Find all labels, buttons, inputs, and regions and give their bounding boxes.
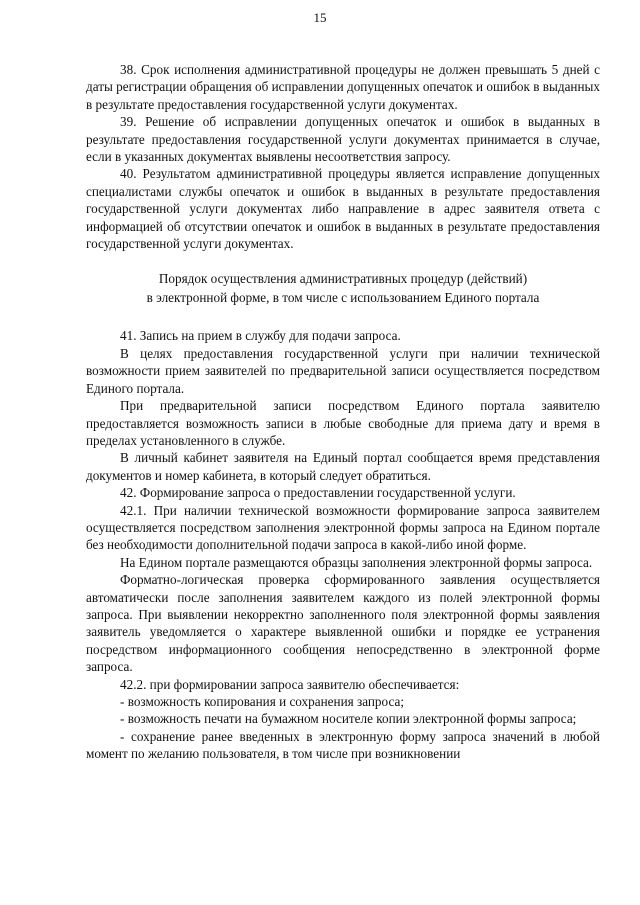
- paragraph-42-2: 42.2. при формировании запроса заявителю обеспечивается:: [120, 676, 460, 692]
- paragraph-39: 39. Решение об исправлении допущенных опечаток и ошибок в выданных в результате предоставления государственной услуги документах принимается в случае, если в указанных документах выявлены несоответствия запросу.: [86, 114, 600, 165]
- document-body: [86, 61, 600, 763]
- paragraph-38: 38. Срок исполнения административной процедуры не должен превышать 5 дней с даты регистрации обращения об исправлении допущенных опечаток и ошибок в выданных в результате предоставления государственной услуги документах.: [86, 62, 600, 112]
- list-item-copy-save: - возможность копирования и сохранения запроса;: [120, 694, 404, 709]
- list-item-save-values: - сохранение ранее введенных в электронную форму запроса значений в любой момент по желанию пользователя, в том числе при возникновении: [86, 728, 600, 762]
- page-number: 15: [313, 10, 327, 25]
- paragraph-41-preliminary-record: В целях предоставления государственной услуги при наличии технической возможности прием заявителей по предварительной записи осуществляется посредством Единого портала.: [86, 345, 600, 396]
- paragraph-41: 41. Запись на прием в службу для подачи запроса.: [120, 328, 401, 344]
- paragraph-41-record-options: При предварительной записи посредством Единого портала заявителю предоставляется возможность записи в любые свободные для приема дату и время в пределах установленного в службе.: [86, 398, 600, 448]
- section-heading-line-1: Порядок осуществления административных процедур (действий): [158, 271, 528, 287]
- paragraph-42-1-validation: Форматно-логическая проверка сформированного заявления осуществляется автоматически после заполнения заявителем каждого из полей электронной формы запроса. При выявлении некорректно заполненного поля электронной формы заявления заявитель уведомляется о характере выявленной ошибки и порядке ее устранения посредством информационного сообщения непосредственно в электронной форме запроса.: [86, 572, 600, 675]
- list-item-print: - возможность печати на бумажном носителе копии электронной формы запроса;: [120, 711, 577, 727]
- paragraph-42-1: 42.1. При наличии технической возможности формирование запроса заявителем осуществляется посредством заполнения электронной формы запроса на Едином портале без необходимости дополнительной подачи запроса в какой-либо иной форме.: [86, 502, 600, 553]
- paragraph-42: 42. Формирование запроса о предоставлении государственной услуги.: [120, 485, 516, 501]
- section-heading: [86, 269, 600, 307]
- paragraph-42-1-samples: На Едином портале размещаются образцы заполнения электронной формы запроса.: [120, 554, 593, 570]
- section-heading-line-2: в электронной форме, в том числе с использованием Единого портала: [146, 290, 540, 306]
- paragraph-40: 40. Результатом административной процедуры является исправление допущенных специалистами службы опечаток и ошибок в выданных в результате предоставления государственной услуги документах либо направление в адрес заявителя ответа с информацией об отсутствии опечаток и ошибок в выданных в результате предоставления государственной услуги документах.: [86, 166, 600, 252]
- paragraph-41-personal-cabinet: В личный кабинет заявителя на Единый портал сообщается время представления документов и номер кабинета, в который следует обратиться.: [86, 450, 600, 483]
